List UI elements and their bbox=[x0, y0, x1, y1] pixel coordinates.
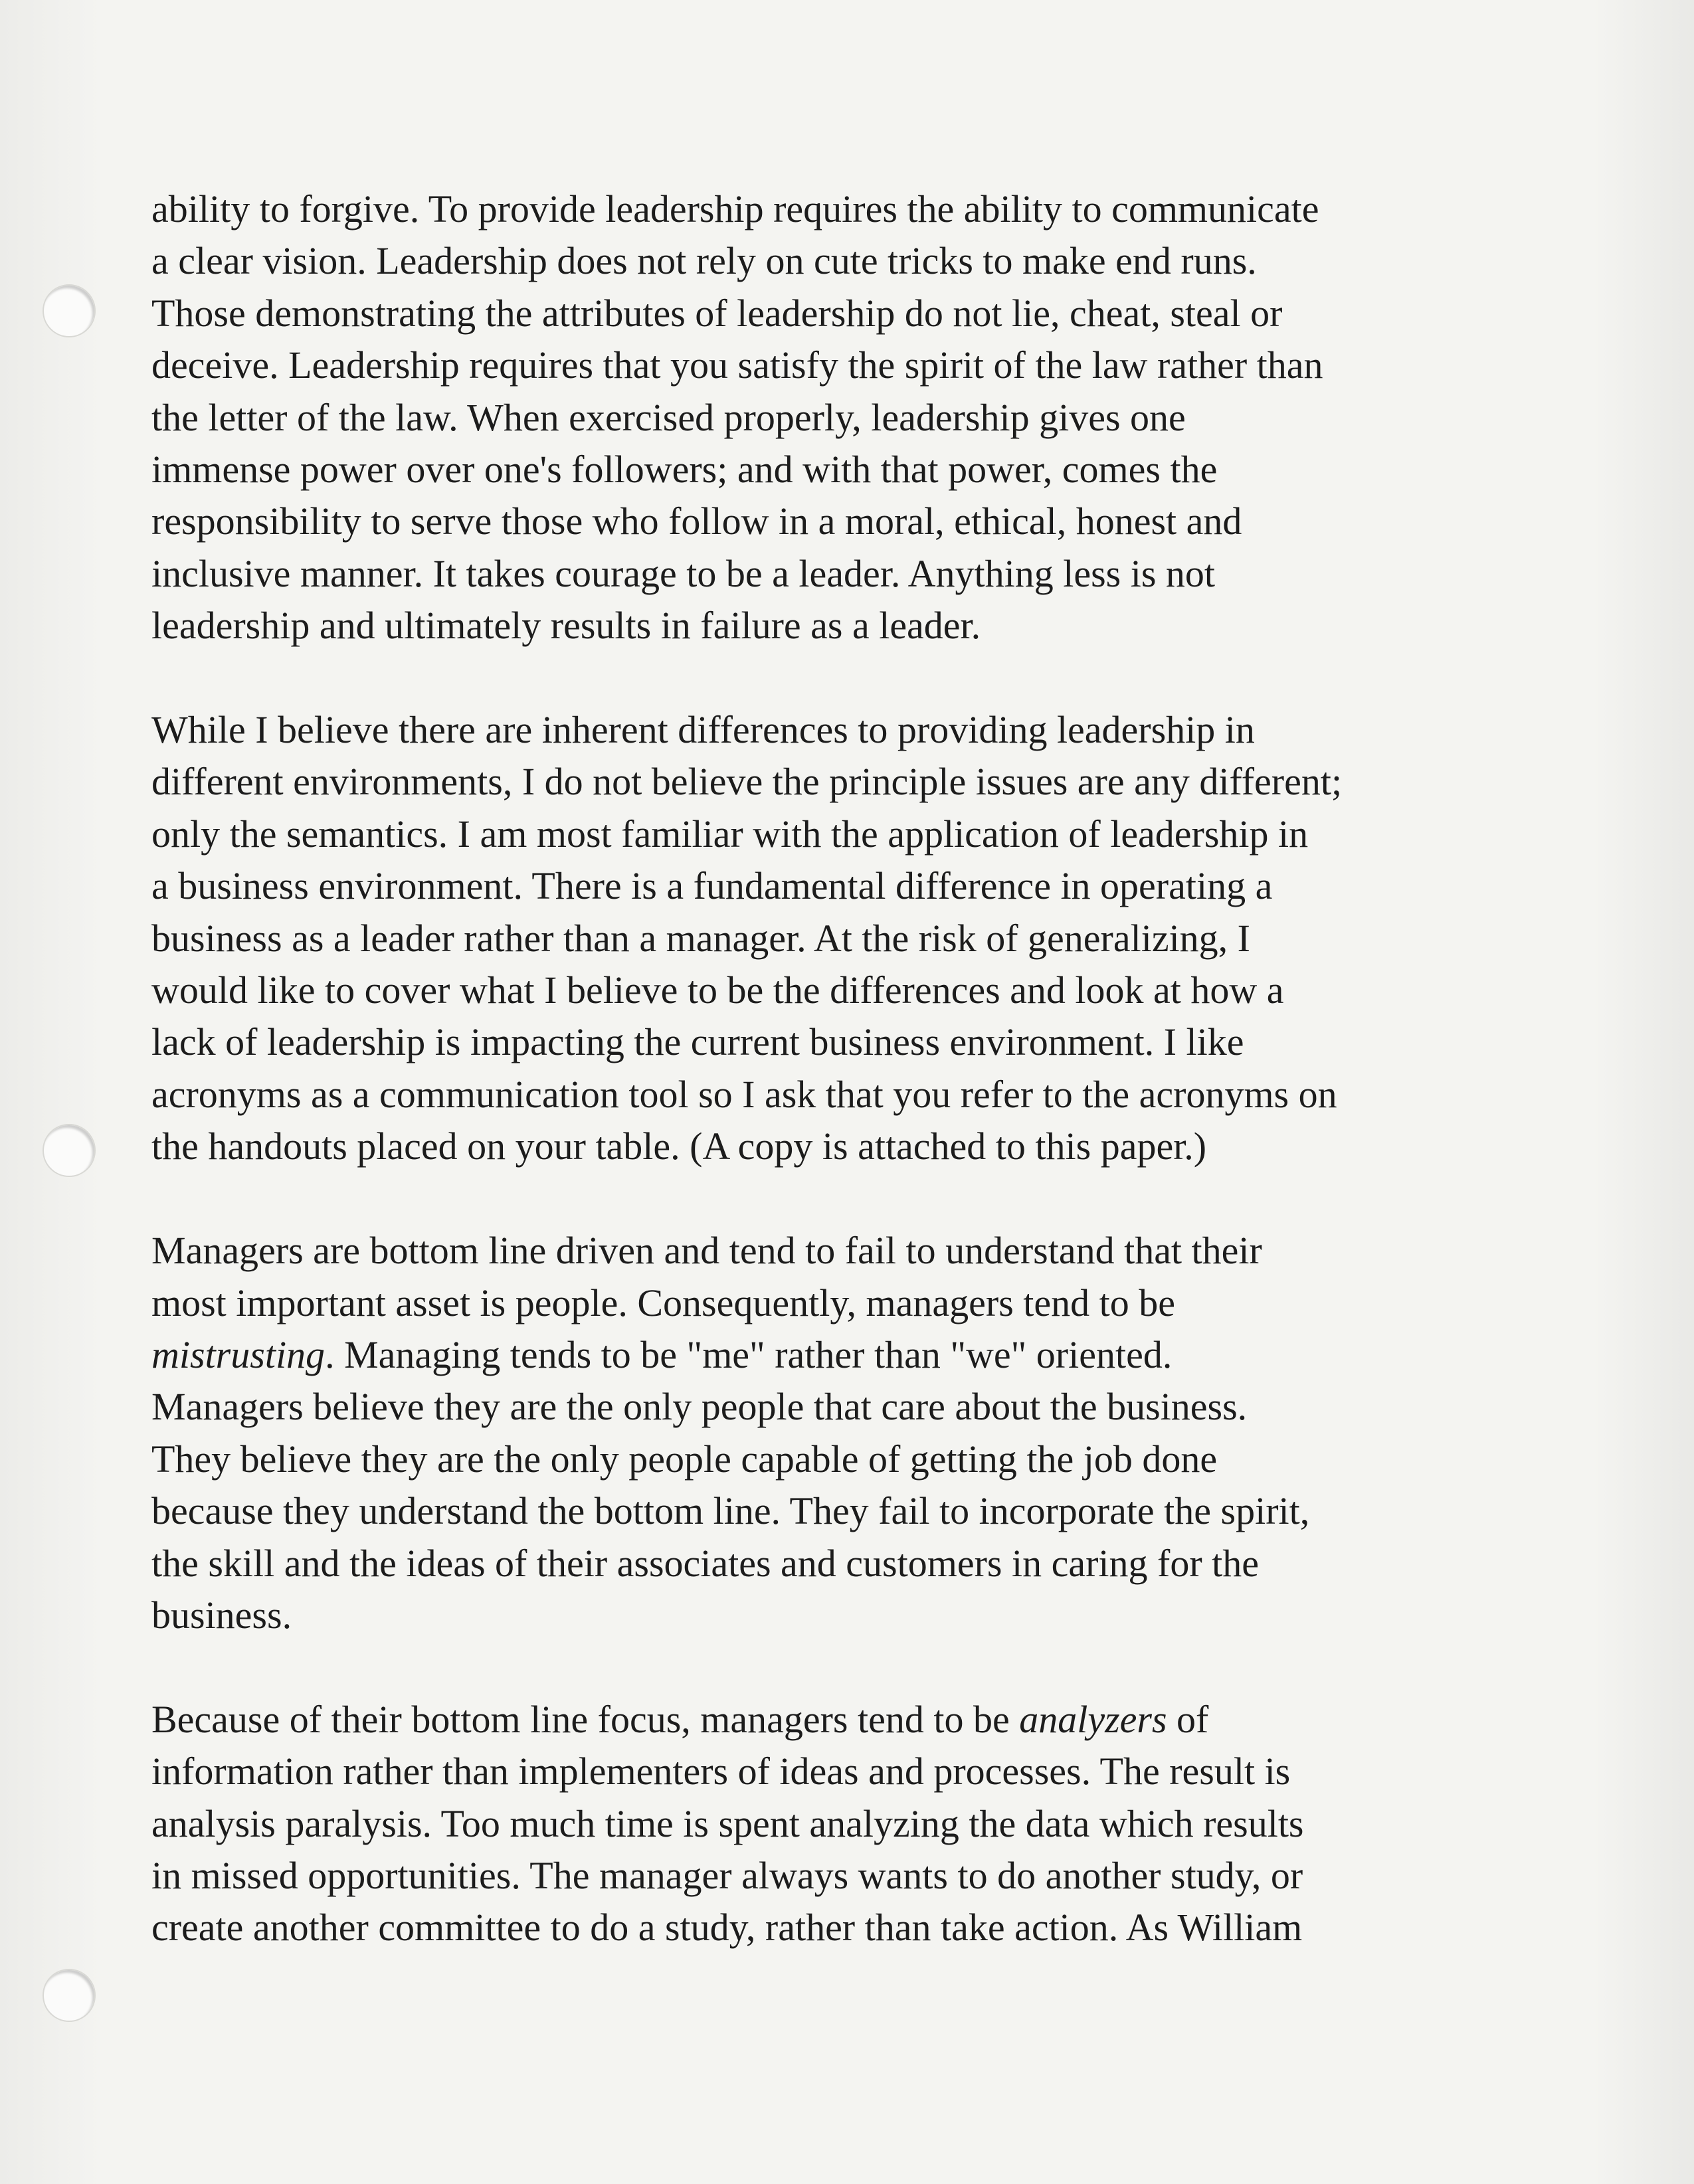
punch-hole-middle bbox=[43, 1124, 96, 1177]
text-line: immense power over one's followers; and with that power, comes the bbox=[151, 448, 1218, 492]
text-line: lack of leadership is impacting the current business environment. I like bbox=[151, 1020, 1244, 1064]
italic-term: analyzers bbox=[1019, 1697, 1167, 1741]
punch-hole-top bbox=[43, 284, 96, 337]
text-line: inclusive manner. It takes courage to be a leader. Anything less is not bbox=[151, 551, 1216, 595]
text-line: deceive. Leadership requires that you satisfy the spirit of the law rather than bbox=[151, 343, 1323, 387]
text-line: in missed opportunities. The manager always wants to do another study, or bbox=[151, 1853, 1303, 1897]
document-body bbox=[151, 183, 1586, 2006]
text-line: leadership and ultimately results in failure as a leader. bbox=[151, 604, 981, 648]
text-line: would like to cover what I believe to be the differences and look at how a bbox=[151, 968, 1284, 1012]
paragraph bbox=[151, 183, 1586, 652]
text-segment: of bbox=[1167, 1697, 1209, 1741]
text-line: most important asset is people. Consequently, managers tend to be bbox=[151, 1281, 1175, 1324]
text-line: a clear vision. Leadership does not rely on cute tricks to make end runs. bbox=[151, 239, 1257, 283]
text-line: create another committee to do a study, rather than take action. As William bbox=[151, 1906, 1303, 1950]
text-line: They believe they are the only people capable of getting the job done bbox=[151, 1437, 1218, 1481]
paragraph bbox=[151, 704, 1586, 1173]
text-line: a business environment. There is a fundamental difference in operating a bbox=[151, 864, 1273, 908]
text-line: the letter of the law. When exercised properly, leadership gives one bbox=[151, 395, 1186, 439]
text-line: Managers are bottom line driven and tend to fail to understand that their bbox=[151, 1229, 1262, 1273]
text-line bbox=[151, 1694, 1586, 1746]
text-line: the handouts placed on your table. (A copy is attached to this paper.) bbox=[151, 1125, 1207, 1168]
text-line: because they understand the bottom line. They fail to incorporate the spirit, bbox=[151, 1489, 1310, 1533]
text-line: different environments, I do not believe the principle issues are any different; bbox=[151, 760, 1343, 804]
punch-hole-bottom bbox=[43, 1969, 96, 2022]
paragraph bbox=[151, 1694, 1586, 1954]
text-line: the skill and the ideas of their associates and customers in caring for the bbox=[151, 1541, 1259, 1585]
text-line: While I believe there are inherent differences to providing leadership in bbox=[151, 708, 1255, 752]
text-line: analysis paralysis. Too much time is spent analyzing the data which results bbox=[151, 1801, 1304, 1845]
text-line: information rather than implementers of ideas and processes. The result is bbox=[151, 1750, 1291, 1793]
text-line: only the semantics. I am most familiar with the application of leadership in bbox=[151, 812, 1309, 856]
text-line: Managers believe they are the only people that care about the business. bbox=[151, 1385, 1248, 1429]
italic-term: mistrusting bbox=[151, 1332, 326, 1376]
text-line: ability to forgive. To provide leadership requires the ability to communicate bbox=[151, 187, 1319, 230]
text-line: acronyms as a communication tool so I ask that you refer to the acronyms on bbox=[151, 1072, 1337, 1116]
text-line: responsibility to serve those who follow in a moral, ethical, honest and bbox=[151, 500, 1242, 543]
text-line: business as a leader rather than a manager. At the risk of generalizing, I bbox=[151, 916, 1250, 960]
text-line: Those demonstrating the attributes of leadership do not lie, cheat, steal or bbox=[151, 291, 1283, 335]
text-segment: Because of their bottom line focus, managers tend to be bbox=[151, 1697, 1020, 1741]
text-line: business. bbox=[151, 1593, 292, 1637]
text-line bbox=[151, 1329, 1586, 1381]
text-segment: . Managing tends to be "me" rather than "we" oriented. bbox=[325, 1332, 1173, 1376]
paragraph bbox=[151, 1225, 1586, 1641]
